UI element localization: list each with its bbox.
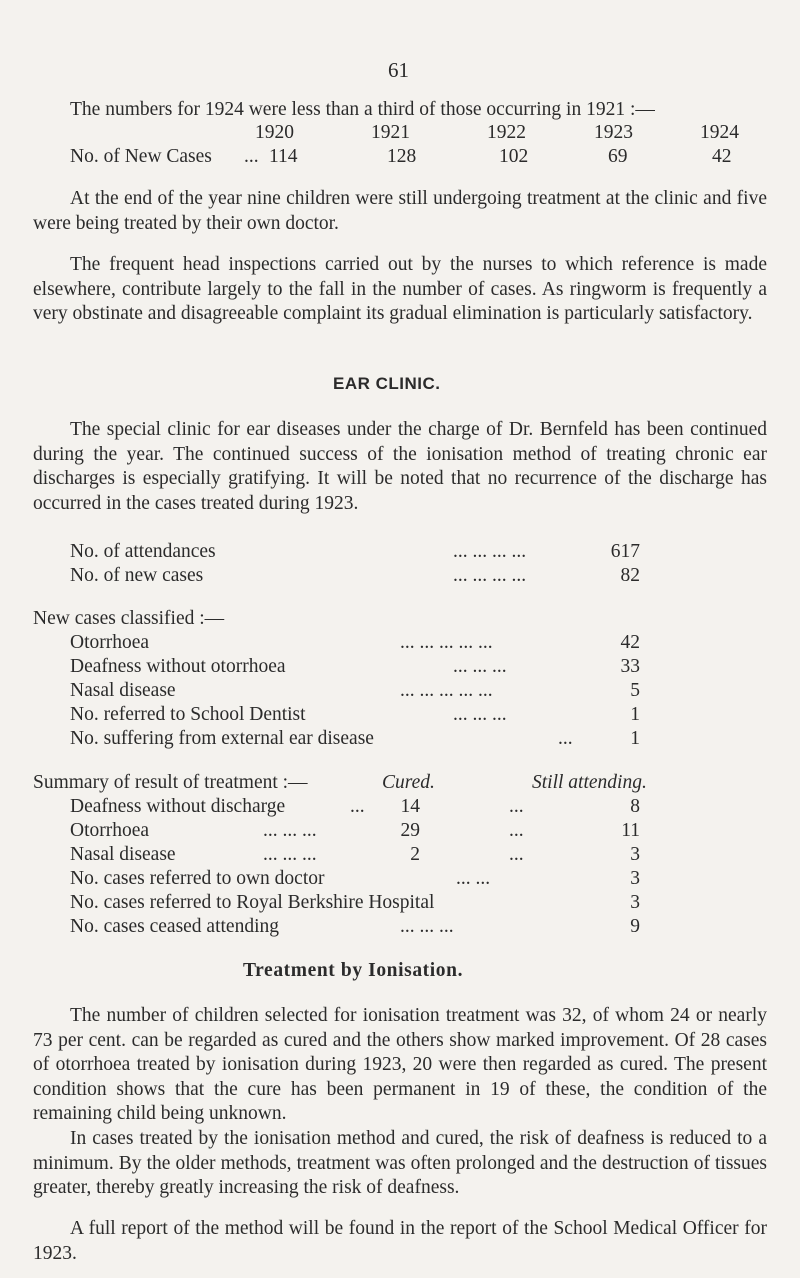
summary-other-label: No. cases ceased attending: [70, 916, 279, 937]
classified-row-leader: ...: [558, 728, 573, 749]
cured-column-header: Cured.: [382, 772, 435, 793]
new-cases-1921: 128: [387, 146, 417, 167]
new-cases-count-leader: ... ... ... ...: [453, 565, 527, 586]
year-1920: 1920: [255, 122, 294, 143]
year-1922: 1922: [487, 122, 526, 143]
attendances-value: 617: [610, 541, 640, 562]
summary-row-leader: ...: [350, 796, 365, 817]
summary-row-leader: ... ... ...: [263, 844, 317, 865]
year-1924: 1924: [700, 122, 739, 143]
classified-row-label: Nasal disease: [70, 680, 176, 701]
ionisation-heading: Treatment by Ionisation.: [243, 960, 464, 981]
summary-row-cured: 29: [400, 820, 420, 841]
classified-row-value: 1: [630, 728, 640, 749]
summary-row-cured: 14: [400, 796, 420, 817]
paragraph-3: The special clinic for ear diseases under the charge of Dr. Bernfeld has been continued during the year. The continued success of the ionisation method of treating chronic ear discharges is especially gratifying. It will be noted that no recurrence of the discharge has occurred in the cases treated during 1923.: [33, 419, 767, 514]
classified-row-value: 33: [620, 656, 640, 677]
summary-row-leader: ... ... ...: [263, 820, 317, 841]
summary-title: Summary of result of treatment :—: [33, 772, 308, 793]
intro-text: The numbers for 1924 were less than a third of those occurring in 1921 :—: [70, 99, 655, 120]
summary-other-value: 9: [630, 916, 640, 937]
summary-row-still: 3: [630, 844, 640, 865]
summary-other-leader: ... ...: [456, 868, 491, 889]
summary-row-label: Nasal disease: [70, 844, 176, 865]
classified-row-label: No. referred to School Dentist: [70, 704, 306, 725]
classified-row-value: 5: [630, 680, 640, 701]
new-cases-label: No. of New Cases: [70, 146, 212, 167]
year-1921: 1921: [371, 122, 410, 143]
summary-other-label: No. cases referred to own doctor: [70, 868, 325, 889]
new-cases-leader: ...: [244, 146, 259, 167]
summary-row-cured: 2: [410, 844, 420, 865]
classified-row-value: 1: [630, 704, 640, 725]
summary-other-value: 3: [630, 892, 640, 913]
classified-row-label: No. suffering from external ear disease: [70, 728, 374, 749]
attendances-label: No. of attendances: [70, 541, 216, 562]
classified-row-leader: ... ... ...: [453, 704, 507, 725]
page-number: 61: [388, 58, 409, 82]
classified-row-label: Deafness without otorrhoea: [70, 656, 286, 677]
classified-row-label: Otorrhoea: [70, 632, 150, 653]
summary-row-still: 11: [621, 820, 640, 841]
summary-other-value: 3: [630, 868, 640, 889]
classified-row-leader: ... ... ... ... ...: [400, 680, 493, 701]
summary-other-label: No. cases referred to Royal Berkshire Hospital: [70, 892, 435, 913]
summary-row-leader: ...: [509, 796, 524, 817]
paragraph-6: A full report of the method will be found in the report of the School Medical Officer for 1923.: [33, 1218, 767, 1264]
new-cases-1923: 69: [608, 146, 628, 167]
paragraph-4: The number of children selected for ionisation treatment was 32, of whom 24 or nearly 73 per cent. can be regarded as cured and the others show marked improvement. Of 28 cases of otorrhoea treated by ionisation during 1923, 20 were then regarded as cured. The present condition shows that the cure has been permanent in 19 of these, the condition of the remaining child being unknown.: [33, 1005, 767, 1124]
still-attending-column-header: Still attending.: [532, 772, 647, 793]
new-cases-1920: 114: [269, 146, 298, 167]
year-1923: 1923: [594, 122, 633, 143]
new-cases-count-value: 82: [620, 565, 640, 586]
classified-row-leader: ... ... ...: [453, 656, 507, 677]
new-cases-count-label: No. of new cases: [70, 565, 204, 586]
summary-row-label: Otorrhoea: [70, 820, 150, 841]
attendances-leader: ... ... ... ...: [453, 541, 527, 562]
classified-row-value: 42: [620, 632, 640, 653]
paragraph-5: In cases treated by the ionisation method and cured, the risk of deafness is reduced to a minimum. By the older methods, treatment was often prolonged and the destruction of tissues greater, thereby greatly increasing the risk of deafness.: [33, 1128, 767, 1198]
classified-row-leader: ... ... ... ... ...: [400, 632, 493, 653]
summary-other-leader: ... ... ...: [400, 916, 454, 937]
paragraph-1: At the end of the year nine children were still undergoing treatment at the clinic and five were being treated by their own doctor.: [33, 188, 767, 234]
new-cases-1924: 42: [712, 146, 732, 167]
summary-row-leader: ...: [509, 844, 524, 865]
classified-title: New cases classified :—: [33, 608, 225, 629]
summary-row-still: 8: [630, 796, 640, 817]
summary-row-label: Deafness without discharge: [70, 796, 286, 817]
ear-clinic-heading: EAR CLINIC.: [333, 374, 441, 393]
summary-row-leader: ...: [509, 820, 524, 841]
paragraph-2: The frequent head inspections carried out by the nurses to which reference is made elsewhere, contribute largely to the fall in the number of cases. As ringworm is frequently a very obstinate and disagreeable complaint its gradual elimination is particularly satisfactory.: [33, 254, 767, 324]
new-cases-1922: 102: [499, 146, 529, 167]
